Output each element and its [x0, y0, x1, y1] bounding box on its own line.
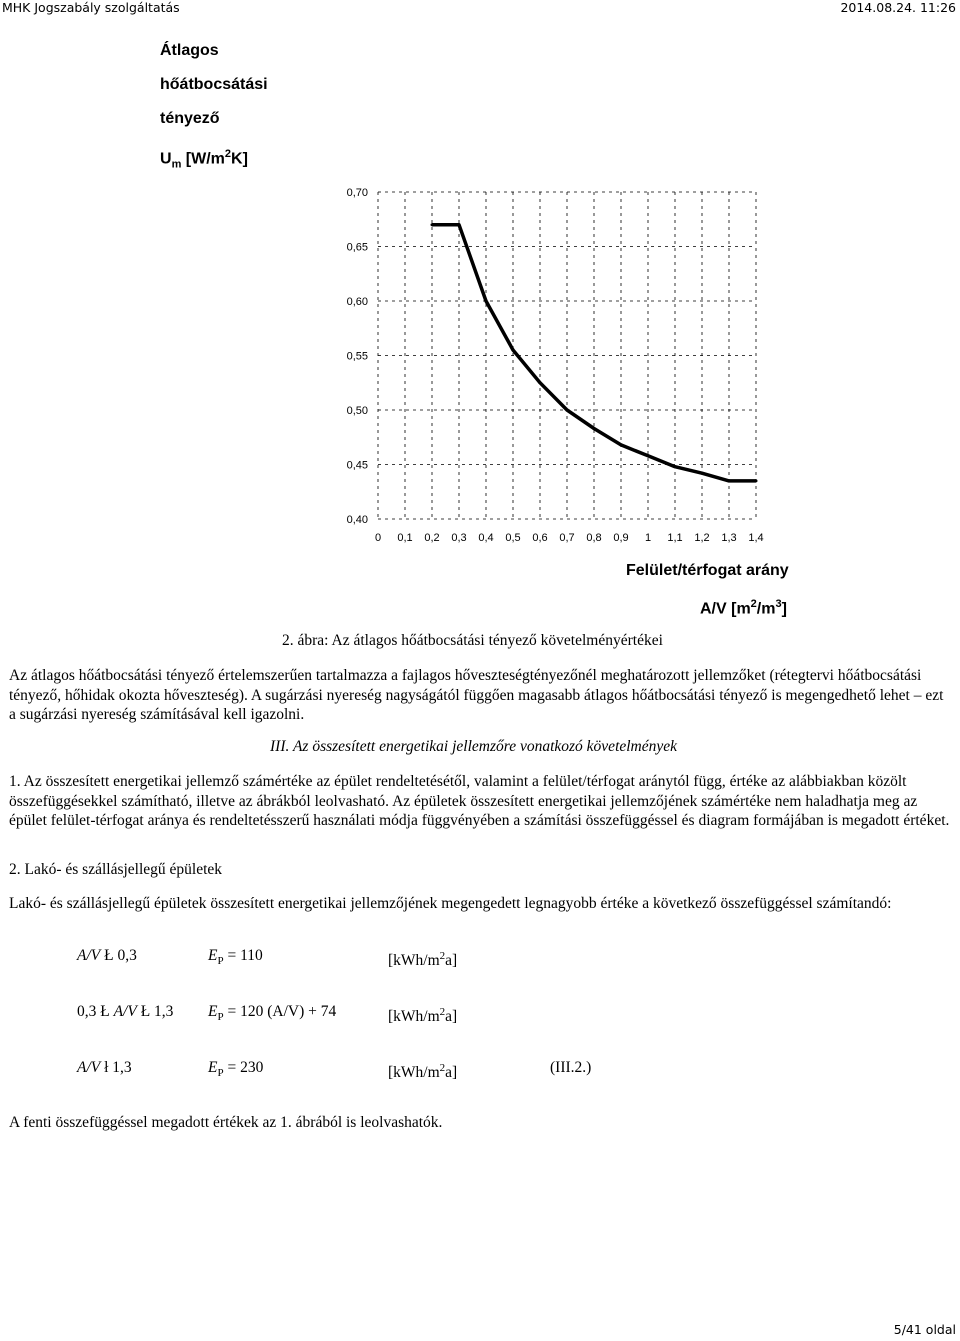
- y-axis-label-line2: hőátbocsátási: [160, 76, 268, 93]
- x-tick-label: 0,7: [559, 532, 575, 544]
- data-point: [701, 472, 704, 475]
- x-tick-label: 1: [644, 532, 652, 544]
- y-axis-unit-close: K]: [231, 150, 248, 168]
- y-tick-label: 0,40: [346, 514, 368, 526]
- x-axis-mid: /m: [756, 600, 776, 618]
- y-axis-label-line1: Átlagos: [160, 42, 219, 59]
- y-tick-label: 0,55: [346, 350, 368, 363]
- subsection-title: 2. Lakó- és szállásjellegű épületek: [9, 861, 223, 878]
- data-point: [458, 223, 461, 226]
- section-title: III. Az összesített energetikai jellemzőre vonatkozó követelmények: [270, 738, 678, 755]
- print-datetime: 2014.08.24. 11:26: [840, 0, 956, 15]
- paragraph-3: Lakó- és szállásjellegű épületek összesített energetikai jellemzőjének megengedett legnagyobb értéke a következő összefüggéssel számítandó:: [9, 895, 892, 912]
- x-tick-label: 0: [374, 532, 382, 544]
- data-point: [485, 300, 488, 303]
- formula-unit: $[kWh/m^2a]$: [388, 950, 458, 970]
- formula-expression: $E_P = 230$: [208, 1059, 264, 1080]
- y-tick-label: 0,60: [346, 296, 368, 308]
- formula-condition: A/V ł 1,3: [77, 1059, 132, 1076]
- x-tick-label: 0,6: [532, 532, 548, 544]
- paragraph-1: Az átlagos hőátbocsátási tényező értelemszerűen tartalmazza a fajlagos hőveszteségtényezőnél meghatározott jellemzőket (rétegtervi hőátbocsátási tényező, hőhidak okozta hőveszteség). A sugárzási nyereség nagyságától függően magasabb átlagos hőátbocsátási tényező is megengedhető lehet – ezt a sugárzási nyereség számításával kell igazolni.: [9, 667, 944, 723]
- y-tick-label: 0,70: [346, 187, 368, 199]
- y-axis-unit-open: [W/m: [185, 150, 225, 168]
- x-tick-label: 0,3: [451, 532, 467, 544]
- x-tick-label: 0,8: [586, 532, 602, 544]
- formula-expression: $E_P = 110$: [208, 947, 263, 968]
- formula-condition: A/V Ł 0,3: [77, 947, 137, 964]
- y-axis-unit: [160, 148, 248, 171]
- y-axis-symbol: U: [160, 150, 172, 168]
- data-point: [674, 465, 677, 468]
- x-tick-label: 0,4: [478, 532, 494, 544]
- data-point: [566, 409, 569, 412]
- data-point: [539, 381, 542, 384]
- paragraph-4: A fenti összefüggéssel megadott értékek az 1. ábrából is leolvashatók.: [9, 1114, 443, 1131]
- x-axis-close: ]: [781, 600, 787, 618]
- x-tick-label: 0,1: [397, 532, 413, 544]
- x-axis-unit: [700, 598, 787, 618]
- y-tick-label: 0,50: [346, 405, 368, 417]
- formula-unit: $[kWh/m^2a]$: [388, 1006, 458, 1026]
- x-tick-label: 1,1: [667, 532, 683, 544]
- x-tick-label: 1,2: [694, 532, 710, 544]
- data-point: [593, 427, 596, 430]
- formula-reference: (III.2.): [550, 1059, 592, 1076]
- x-tick-label: 0,2: [424, 532, 440, 544]
- figure-caption: 2. ábra: Az átlagos hőátbocsátási tényező követelményértékei: [282, 632, 663, 649]
- x-tick-label: 1,3: [721, 532, 737, 544]
- y-tick-label: 0,45: [346, 459, 368, 472]
- data-point: [647, 454, 650, 457]
- page-number: 5/41 oldal: [893, 1322, 956, 1337]
- data-point: [755, 479, 758, 482]
- data-point: [512, 349, 515, 352]
- data-point: [728, 479, 731, 482]
- formula-unit: $[kWh/m^2a]$: [388, 1062, 458, 1082]
- u-value-chart: [330, 180, 780, 555]
- x-tick-label: 1,4: [748, 532, 764, 544]
- y-axis-subscript: m: [171, 158, 182, 171]
- site-title: MHK Jogszabály szolgáltatás: [2, 0, 180, 15]
- x-tick-label: 0,9: [613, 532, 629, 544]
- paragraph-2: 1. Az összesített energetikai jellemző számértéke az épület rendeltetésétől, valamint a felület/térfogat aránytól függ, értéke az alábbiakban közölt összefüggésekkel számítható, illetve az ábrákból leolvasható. Az épületek összesített energetikai jellemzőjének számértéke nem haladhatja meg az épület felület-térfogat aránya és rendeltetésszerű használati módja függvényében a számítási összefüggéssel és diagram formájában is megadott értéket.: [9, 773, 950, 829]
- formula-condition: 0,3 Ł A/V Ł 1,3: [77, 1003, 174, 1020]
- x-axis-symbol: A/V [m: [700, 600, 751, 618]
- data-point: [431, 223, 434, 226]
- y-tick-label: 0,65: [346, 241, 368, 254]
- x-tick-label: 0,5: [505, 532, 521, 544]
- x-axis-sup2: 3: [775, 598, 782, 610]
- x-axis-title: Felület/térfogat arány: [626, 562, 789, 579]
- formula-expression: $E_P = 120$ (A/V) + 74: [208, 1003, 337, 1024]
- data-point: [620, 443, 623, 446]
- x-axis-sup1: 2: [750, 598, 757, 610]
- page-header: [0, 0, 960, 20]
- y-axis-unit-sup: 2: [224, 148, 232, 160]
- y-axis-label-line3: tényező: [160, 110, 220, 127]
